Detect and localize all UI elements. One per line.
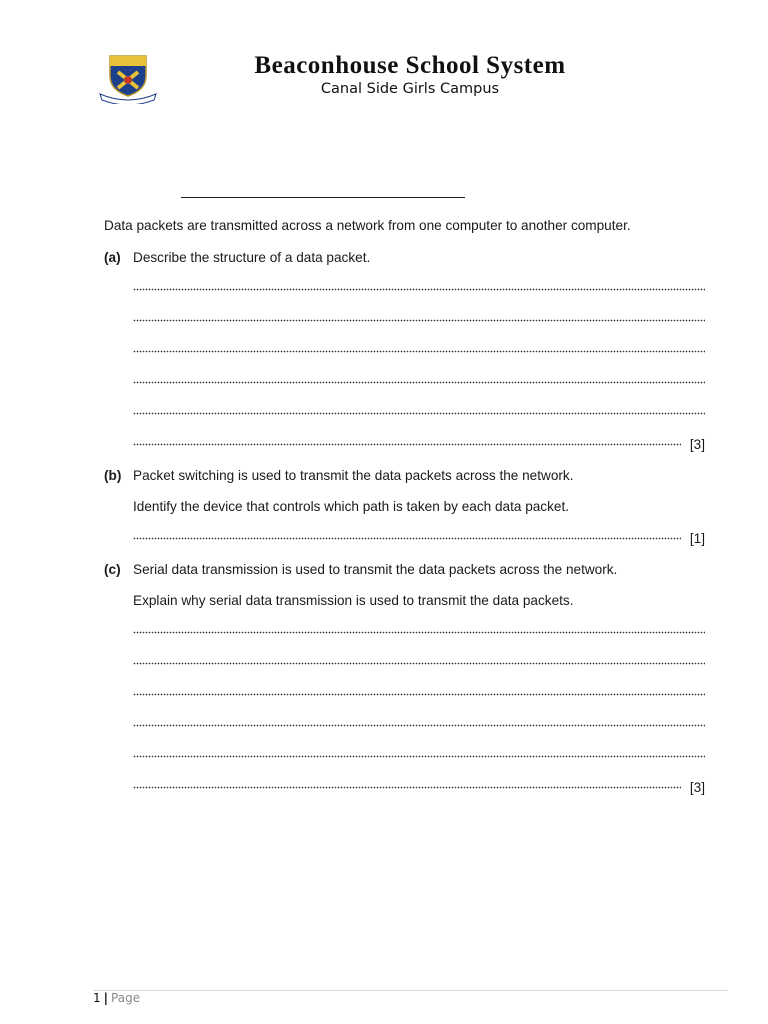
part-c-text: Serial data transmission is used to transmit the data packets across the network. — [133, 562, 618, 577]
school-name: Beaconhouse School System — [254, 52, 566, 79]
answer-line-b1[interactable] — [133, 535, 681, 543]
campus-name: Canal Side Girls Campus — [320, 81, 500, 97]
part-b-label: (b) — [104, 468, 122, 483]
answer-line-c1[interactable] — [133, 629, 705, 637]
answer-line-a6[interactable] — [133, 441, 681, 449]
name-line — [181, 197, 465, 198]
part-c-marks: [3] — [689, 780, 705, 795]
page-footer — [93, 991, 140, 1005]
answer-line-c3[interactable] — [133, 691, 705, 699]
part-b-text: Packet switching is used to transmit the data packets across the network. — [133, 468, 574, 483]
answer-line-c5[interactable] — [133, 753, 705, 761]
part-a-marks: [3] — [689, 437, 705, 452]
part-a-label: (a) — [104, 250, 121, 265]
part-c-label: (c) — [104, 562, 121, 577]
answer-line-a5[interactable] — [133, 410, 705, 418]
page-number: 1 — [93, 991, 101, 1005]
part-a-text: Describe the structure of a data packet. — [133, 250, 371, 265]
answer-line-a2[interactable] — [133, 317, 705, 325]
answer-line-c6[interactable] — [133, 784, 681, 792]
footer-separator: | — [103, 991, 109, 1005]
part-b-marks: [1] — [689, 531, 705, 546]
answer-line-a4[interactable] — [133, 379, 705, 387]
footer-rule — [93, 990, 728, 991]
part-b-subtext: Identify the device that controls which path is taken by each data packet. — [133, 499, 570, 514]
answer-line-a1[interactable] — [133, 286, 705, 294]
answer-line-c4[interactable] — [133, 722, 705, 730]
part-c-subtext: Explain why serial data transmission is used to transmit the data packets. — [133, 593, 574, 608]
answer-line-a3[interactable] — [133, 348, 705, 356]
page-label: Page — [111, 991, 141, 1005]
question-stem: Data packets are transmitted across a network from one computer to another computer. — [104, 218, 631, 233]
answer-line-c2[interactable] — [133, 660, 705, 668]
